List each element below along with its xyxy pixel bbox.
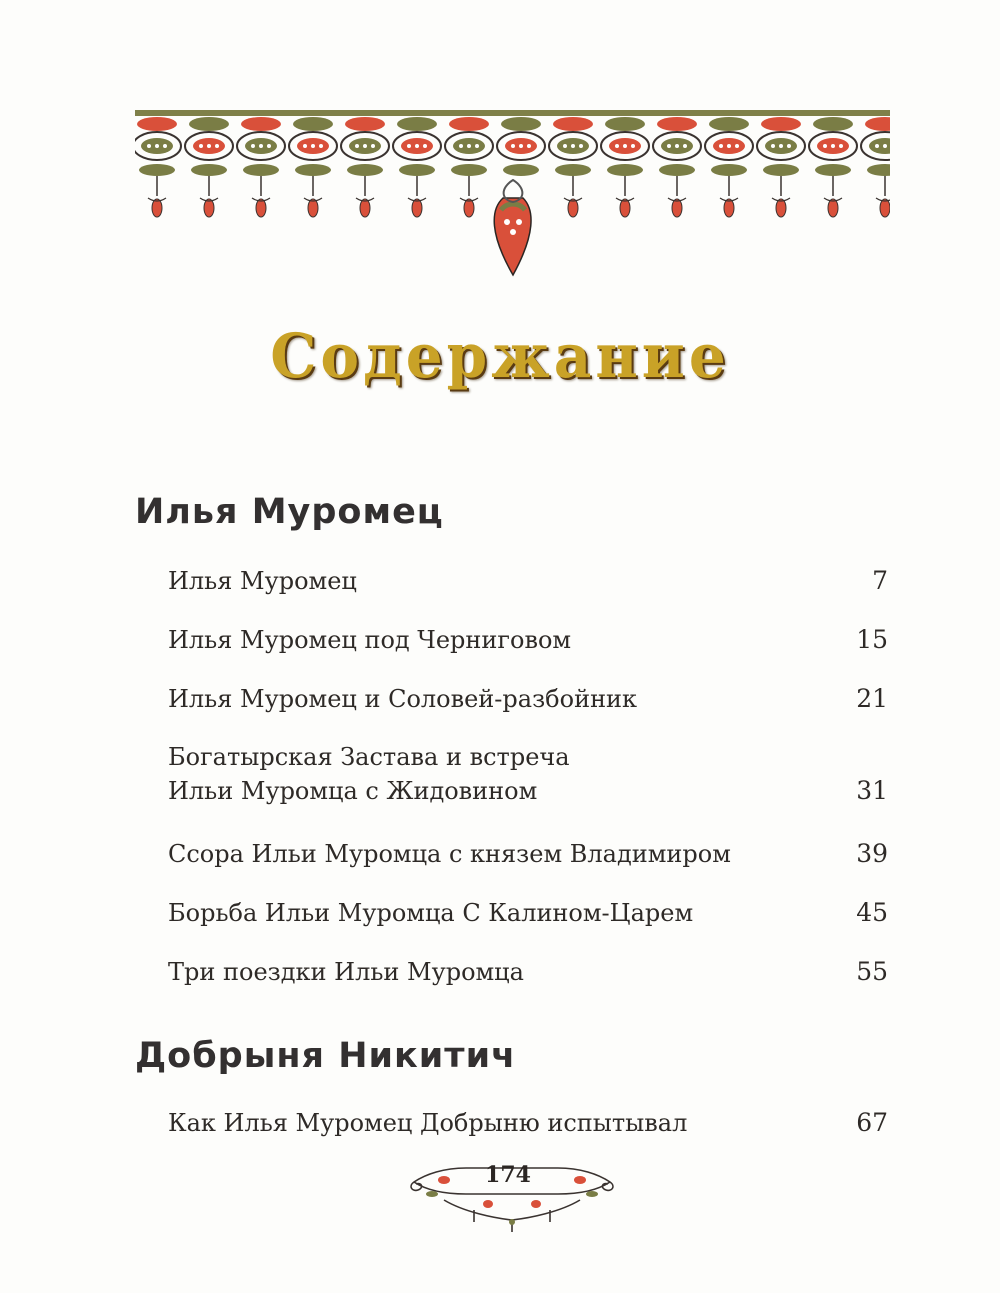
toc-entry[interactable] bbox=[168, 619, 888, 657]
section-title-ilya: Илья Муромец bbox=[135, 492, 444, 532]
toc-entry-page: 21 bbox=[856, 684, 888, 713]
toc-entry[interactable] bbox=[168, 1102, 888, 1140]
toc-entry[interactable] bbox=[168, 951, 888, 989]
top-ornament-border bbox=[135, 110, 890, 285]
toc-entry-page: 7 bbox=[872, 566, 888, 595]
toc-entry-title: Илья Муромец bbox=[168, 567, 357, 595]
toc-entry-title: Три поездки Ильи Муромца bbox=[168, 958, 524, 986]
toc-entry-page: 67 bbox=[856, 1108, 888, 1137]
toc-entry-title: Илья Муромец под Черниговом bbox=[168, 626, 572, 654]
page-title: Содержание bbox=[270, 320, 730, 392]
toc-entry[interactable] bbox=[168, 678, 888, 716]
toc-entry-page: 45 bbox=[856, 898, 888, 927]
toc-entry-title: Богатырская Застава и встреча Ильи Муромца с Жидовином bbox=[168, 743, 570, 805]
toc-entry[interactable] bbox=[168, 833, 888, 871]
toc-entry-page: 31 bbox=[856, 776, 888, 805]
toc-entry-page: 55 bbox=[856, 957, 888, 986]
section-title-dobrynya: Добрыня Никитич bbox=[135, 1036, 517, 1076]
toc-entry[interactable] bbox=[168, 738, 888, 808]
toc-entry-title: Как Илья Муромец Добрыню испытывал bbox=[168, 1109, 688, 1137]
toc-entry-title: Ссора Ильи Муромца с князем Владимиром bbox=[168, 840, 731, 868]
toc-entry[interactable] bbox=[168, 892, 888, 930]
toc-entry-title: Илья Муромец и Соловей-разбойник bbox=[168, 685, 638, 713]
toc-entry[interactable] bbox=[168, 560, 888, 598]
toc-entry-title: Борьба Ильи Муромца С Калином-Царем bbox=[168, 899, 694, 927]
toc-entry-page: 15 bbox=[856, 625, 888, 654]
toc-entry-page: 39 bbox=[856, 839, 888, 868]
center-pendant bbox=[494, 180, 531, 275]
page-number: 174 bbox=[485, 1162, 531, 1188]
